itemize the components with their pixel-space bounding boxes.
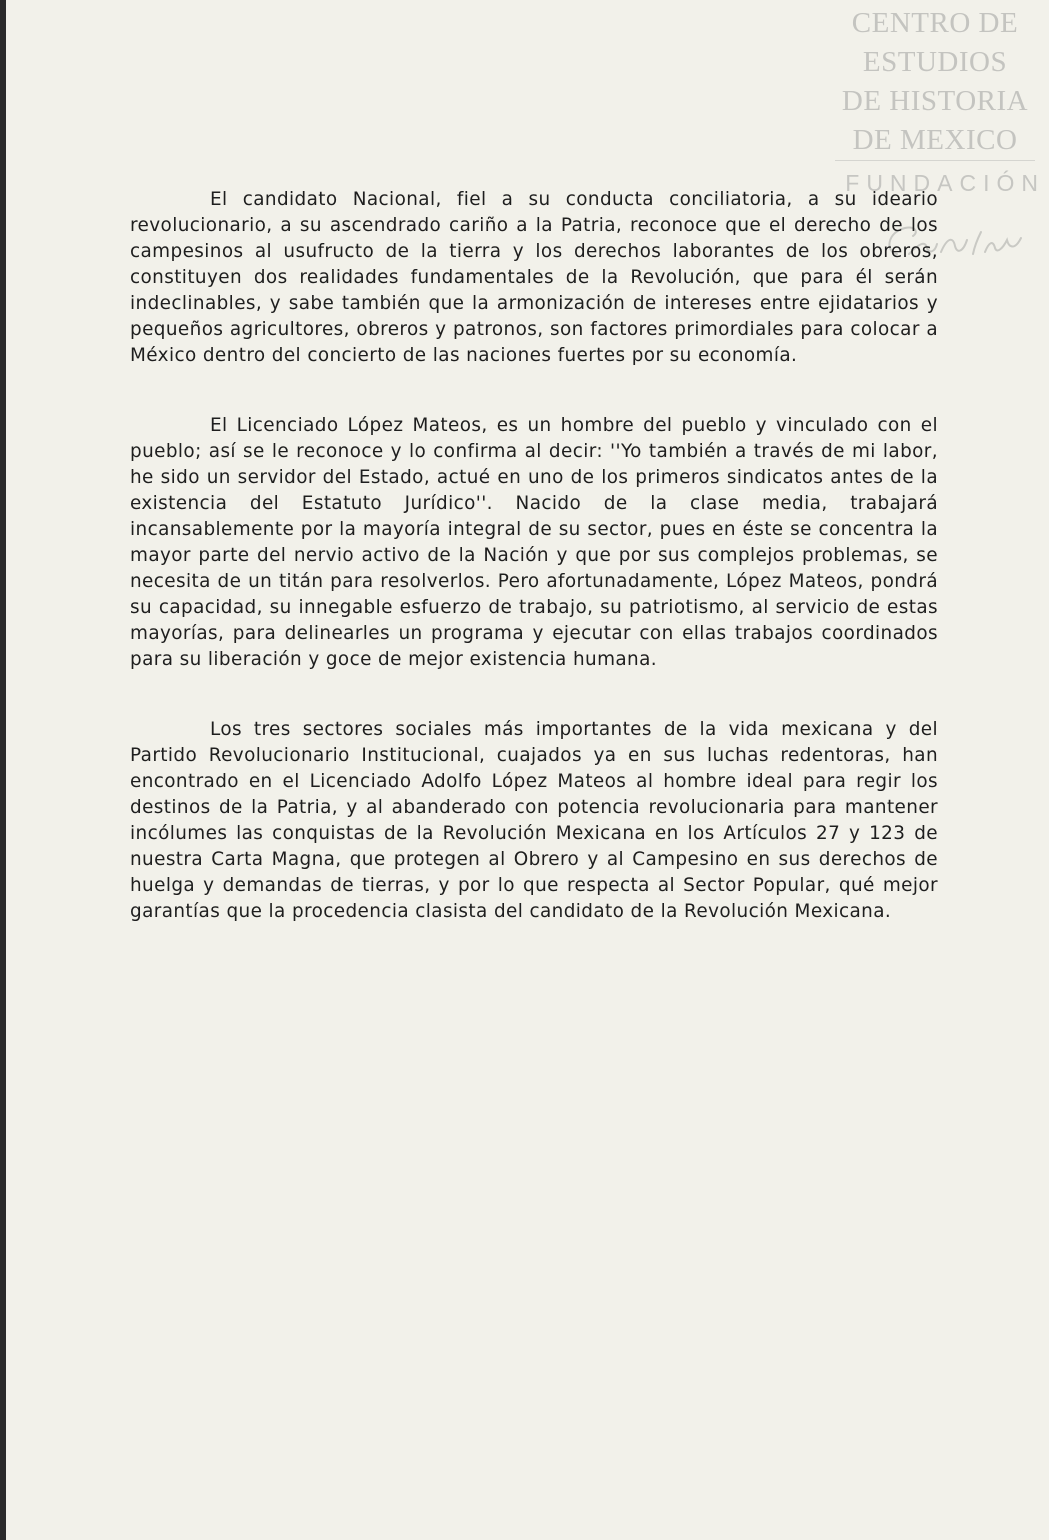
watermark-foundation: FUNDACIÓN (845, 170, 1045, 196)
watermark-line: DE HISTORIA (841, 85, 1029, 117)
watermark-line: DE MEXICO (852, 124, 1018, 156)
watermark-line: ESTUDIOS (862, 46, 1008, 78)
watermark-line: CENTRO DE (851, 7, 1019, 39)
document-body (130, 187, 938, 925)
watermark-divider (835, 160, 1035, 161)
scan-edge (0, 0, 6, 1540)
paragraph-candidate: El candidato Nacional, fiel a su conducta conciliatoria, a su ideario revolucionario, a su ascendrado cariño a la Patria, reconoce que el derecho de los campesinos al usufructo de la tierra y los derechos laborantes de los obreros, constituyen dos realidades fundamentales de la Revolución, que para él serán indeclinables, y sabe también que la armonización de intereses entre ejidatarios y pequeños agricultores, obreros y patronos, son factores primordiales para colocar a México dentro del concierto de las naciones fuertes por su economía. (130, 189, 938, 366)
paragraph-lopez-mateos: El Licenciado López Mateos, es un hombre del pueblo y vinculado con el pueblo; así se le reconoce y lo confirma al decir: ''Yo también a través de mi labor, he sido un servidor del Estado, actué en uno de los primeros sindicatos antes de la existencia del Estatuto Jurídico''. Nacido de la clase media, trabajará incansablemente por la mayoría integral de su sector, pues en éste se concentra la mayor parte del nervio activo de la Nación y que por sus complejos problemas, se necesita de un titán para resolverlos. Pero afortunadamente, López Mateos, pondrá su capacidad, su innegable esfuerzo de trabajo, su patriotismo, al servicio de estas mayorías, para delinearles un programa y ejecutar con ellas trabajos coordinados para su liberación y goce de mejor existencia humana. (130, 415, 938, 670)
archive-watermark (835, 4, 1035, 160)
paragraph-sectors: Los tres sectores sociales más importantes de la vida mexicana y del Partido Revolucionario Institucional, cuajados ya en sus luchas redentoras, han encontrado en el Licenciado Adolfo López Mateos al hombre ideal para regir los destinos de la Patria, y al abanderado con potencia revolucionaria para mantener incólumes las conquistas de la Revolución Mexicana en los Artículos 27 y 123 de nuestra Carta Magna, que protegen al Obrero y al Campesino en sus derechos de huelga y demandas de tierras, y por lo que respecta al Sector Popular, qué mejor garantías que la procedencia clasista del candidato de la Revolución Mexicana. (130, 719, 938, 922)
